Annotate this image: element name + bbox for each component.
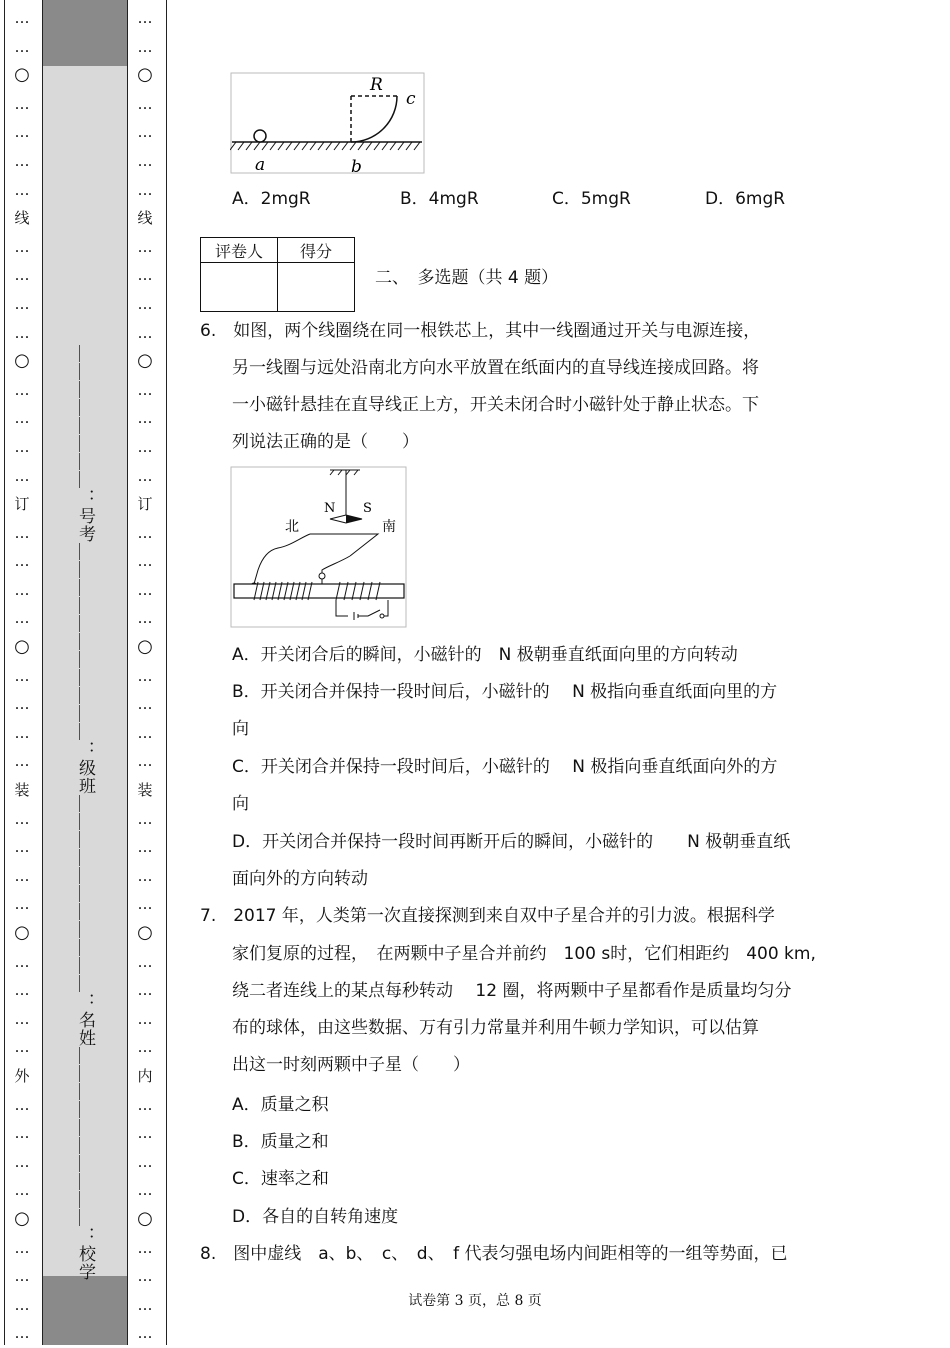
binding-margin [0, 0, 170, 1345]
left_column-mark: … [14, 94, 30, 113]
right_column-mark: … [137, 9, 153, 27]
left_column-mark: … [14, 151, 30, 170]
left_column-mark: ○ [14, 64, 30, 86]
q5-option-d: D．6mgR [705, 189, 786, 209]
left_column-mark: 装 [14, 781, 30, 800]
right_column-mark: … [137, 952, 153, 971]
right_column-mark: … [137, 466, 153, 485]
left_column-mark: … [14, 1009, 30, 1028]
score-table-grader-header: 评卷人 [201, 238, 278, 263]
right_column-mark: … [137, 1267, 153, 1286]
right_column-mark: … [137, 809, 153, 828]
left_column-mark: … [14, 1124, 30, 1143]
left_column-mark: … [14, 380, 30, 399]
score-table-score-cell [278, 263, 355, 312]
left_column-mark: … [14, 437, 30, 456]
right_column-mark: ○ [137, 1207, 153, 1229]
right_column-mark: 线 [137, 209, 153, 228]
score-table [200, 237, 355, 312]
left_column-mark: … [14, 1181, 30, 1200]
figure-track-diagram [230, 72, 426, 176]
student-info-fields: ＿＿＿＿＿＿＿＿：号考＿＿＿＿＿＿＿＿＿＿＿：级班＿＿＿＿＿＿＿＿＿＿＿：名姓＿＿＿＿＿＿＿＿＿＿：校学 [75, 345, 95, 1281]
q6-line: 列说法正确的是（ ） [232, 432, 419, 452]
right_column-mark: … [137, 180, 153, 199]
left_column-mark: … [14, 180, 30, 199]
q7-line: 出这一时刻两颗中子星（ ） [232, 1055, 470, 1075]
label-south: 南 [382, 519, 396, 535]
right_column-mark: … [137, 1152, 153, 1171]
left_column-mark: 外 [14, 1066, 30, 1085]
right_column-mark: … [137, 1009, 153, 1028]
right_column-mark: … [137, 1324, 153, 1343]
left_column-mark: ○ [14, 922, 30, 943]
right_column-mark: … [137, 552, 153, 571]
q7-line: 绕二者连线上的某点每秒转动 12 圈，将两颗中子星都看作是质量均匀分 [232, 981, 792, 1001]
q7-option-d: D．各自的自转角速度 [232, 1207, 399, 1227]
left_column-mark: … [14, 695, 30, 714]
binding-left-column [5, 4, 39, 1348]
right_column-mark: ○ [137, 350, 153, 372]
q6-line: 6. 如图，两个线圈绕在同一根铁芯上，其中一线圈通过开关与电源连接， [200, 321, 761, 341]
right_column-mark: … [137, 981, 153, 1000]
left_column-mark: … [14, 1095, 30, 1114]
label-north: 北 [285, 519, 299, 535]
q6-option-b-cont: 向 [232, 719, 249, 739]
left_column-mark: … [14, 609, 30, 628]
binding-line [166, 0, 167, 1345]
q6-option-a: A．开关闭合后的瞬间，小磁针的 N 极朝垂直纸面向里的方向转动 [232, 645, 738, 665]
label-a: a [255, 155, 266, 175]
q7-option-b: B．质量之和 [232, 1132, 329, 1152]
right_column-mark: … [137, 437, 153, 456]
right_column-mark: 订 [137, 495, 153, 514]
left_column-mark: ○ [14, 1207, 30, 1229]
binding-shade-bottom [43, 1276, 127, 1345]
left_column-mark: … [14, 323, 30, 342]
q5-option-a: A．2mgR [232, 189, 311, 209]
left_column-mark: … [14, 523, 30, 542]
label-b: b [351, 157, 362, 176]
right_column-mark: … [137, 695, 153, 714]
section-title: 二、 多选题（共 4 题） [375, 268, 559, 288]
left_column-mark: … [14, 294, 30, 313]
binding-line [42, 0, 43, 1345]
right_column-mark: … [137, 266, 153, 285]
q7-option-c: C．速率之和 [232, 1169, 329, 1189]
left_column-mark: … [14, 1295, 30, 1314]
right_column-mark: ○ [137, 922, 153, 943]
right_column-mark: … [137, 609, 153, 628]
q6-option-c: C．开关闭合并保持一段时间后，小磁针的 N 极指向垂直纸面向外的方 [232, 757, 778, 777]
binding-shade-top [43, 0, 127, 66]
left_column-mark: … [14, 409, 30, 428]
right_column-mark: … [137, 1295, 153, 1314]
left_column-mark: … [14, 1238, 30, 1257]
left_column-mark: … [14, 1152, 30, 1171]
ball [254, 130, 266, 142]
q6-option-c-cont: 向 [232, 794, 249, 814]
right_column-mark: … [137, 838, 153, 857]
q6-line: 另一线圈与远处沿南北方向水平放置在纸面内的直导线连接成回路。将 [232, 358, 759, 378]
left_column-mark: … [14, 895, 30, 914]
q5-option-c: C．5mgR [552, 189, 631, 209]
q6-option-d-cont: 面向外的方向转动 [232, 869, 368, 889]
q7-line: 7. 2017 年，人类第一次直接探测到来自双中子星合并的引力波。根据科学 [200, 906, 775, 926]
left_column-mark: … [14, 580, 30, 599]
right_column-mark: … [137, 323, 153, 342]
q6-line: 一小磁针悬挂在直导线正上方，开关未闭合时小磁针处于静止状态。下 [232, 395, 759, 415]
left_column-mark: … [14, 1324, 30, 1343]
right_column-mark: … [137, 237, 153, 256]
binding-right-column [128, 4, 162, 1348]
right_column-mark: … [137, 895, 153, 914]
right_column-mark: … [137, 1124, 153, 1143]
label-S: S [363, 501, 372, 516]
q5-option-b: B．4mgR [400, 189, 479, 209]
left_column-mark: … [14, 1038, 30, 1057]
left_column-mark: … [14, 809, 30, 828]
right_column-mark: … [137, 409, 153, 428]
left_column-mark: … [14, 952, 30, 971]
right_column-mark: … [137, 666, 153, 685]
left_column-mark: … [14, 752, 30, 771]
left_column-mark: … [14, 723, 30, 742]
left_column-mark: … [14, 666, 30, 685]
left_column-mark: … [14, 981, 30, 1000]
q7-line: 家们复原的过程， 在两颗中子星合并前约 100 s时，它们相距约 400 km, [232, 944, 816, 964]
right_column-mark: … [137, 752, 153, 771]
score-table-grader-cell [201, 263, 278, 312]
left_column-mark: … [14, 237, 30, 256]
q8-line: 8. 图中虚线 a、b、 c、 d、 f 代表匀强电场内间距相等的一组等势面，已 [200, 1244, 788, 1264]
right_column-mark: 内 [137, 1066, 153, 1085]
page-footer: 试卷第 3 页，总 8 页 [408, 1293, 542, 1309]
right_column-mark: … [137, 294, 153, 313]
right_column-mark: 装 [137, 781, 153, 800]
right_column-mark: ○ [137, 64, 153, 86]
right_column-mark: … [137, 1095, 153, 1114]
score-table-score-header: 得分 [278, 238, 355, 263]
right_column-mark: … [137, 723, 153, 742]
left_column-mark: … [14, 866, 30, 885]
right_column-mark: … [137, 151, 153, 170]
left_column-mark: … [14, 37, 30, 56]
figure-coil-compass [230, 466, 408, 630]
q7-line: 布的球体，由这些数据、万有引力常量并利用牛顿力学知识，可以估算 [232, 1018, 759, 1038]
left_column-mark: … [14, 123, 30, 142]
right_column-mark: ○ [137, 636, 153, 658]
left_column-mark: … [14, 9, 30, 27]
left_column-mark: ○ [14, 636, 30, 658]
left_column-mark: … [14, 1267, 30, 1286]
right_column-mark: … [137, 1038, 153, 1057]
label-N: N [324, 501, 336, 516]
right_column-mark: … [137, 1238, 153, 1257]
right_column-mark: … [137, 94, 153, 113]
q7-option-a: A．质量之积 [232, 1095, 329, 1115]
left_column-mark: … [14, 552, 30, 571]
left_column-mark: … [14, 266, 30, 285]
right_column-mark: … [137, 523, 153, 542]
label-R: R [370, 75, 383, 95]
left_column-mark: ○ [14, 350, 30, 372]
left_column-mark: 订 [14, 495, 30, 514]
right_column-mark: … [137, 123, 153, 142]
right_column-mark: … [137, 380, 153, 399]
q6-option-d: D．开关闭合并保持一段时间再断开后的瞬间，小磁针的 N 极朝垂直纸 [232, 832, 791, 852]
right_column-mark: … [137, 37, 153, 56]
right_column-mark: … [137, 580, 153, 599]
right_column-mark: … [137, 866, 153, 885]
left_column-mark: … [14, 466, 30, 485]
left_column-mark: … [14, 838, 30, 857]
quarter-circle-track [351, 96, 397, 142]
q6-option-b: B．开关闭合并保持一段时间后，小磁针的 N 极指向垂直纸面向里的方 [232, 682, 778, 702]
right_column-mark: … [137, 1181, 153, 1200]
left_column-mark: 线 [14, 209, 30, 228]
label-c: c [406, 89, 416, 109]
